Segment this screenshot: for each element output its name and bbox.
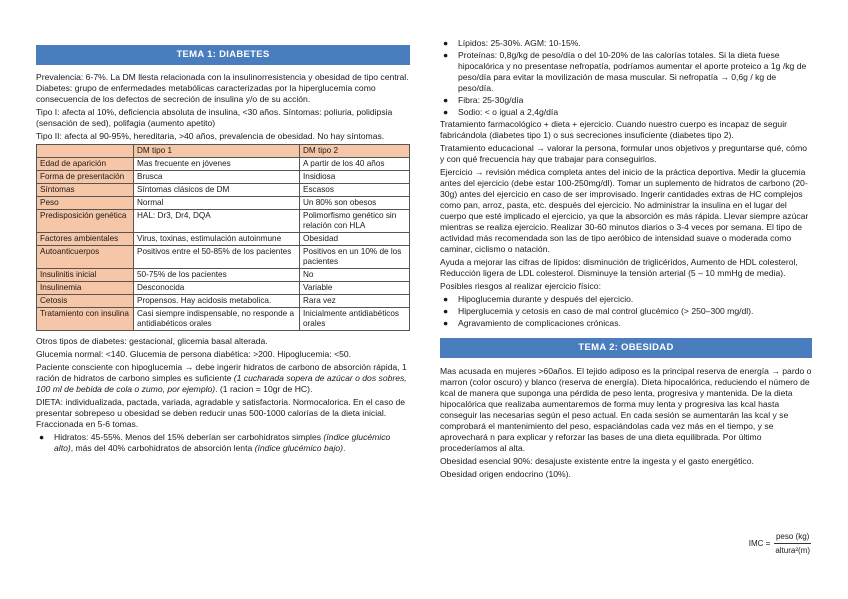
lipidos-text: Lípidos: 25-30%. AGM: 10-15%. [458,38,581,48]
imc-numerator: peso (kg) [774,531,811,544]
table-row-label: Cetosis [37,295,134,308]
table-cell: Obesidad [300,233,410,246]
list-item [440,95,812,106]
table-row-label: Forma de presentación [37,171,134,184]
obesidad-paragraph: Mas acusada en mujeres >60años. El tejido adiposo es la principal reserva de energía → pardo o marron (color oscuro) y blanco (reserva de energía). Dieta hipocalórica, reduciendo el número de kcal de manera que suponga una pérdida de peso lenta, progresiva y mantenida. De la dieta hipocalórica que realizaba aumentaremos de forma muy lenta y progresiva las kcal hasta conseguir las necesarias según el peso actual. En cada sesión se aumentarán las kcal y se comprobará el mantenimiento del peso, espaciándolas cada vez más en el tiempo, y se aprovechará n para explicar y reforzar las bases de una dieta equilibrada. Por último procederíamos al alta. [440,366,812,453]
table-body [37,158,410,331]
fibra-text: Fibra: 25-30g/día [458,95,524,105]
paciente-paragraph [36,362,410,395]
table-cell: Positivos en un 10% de los pacientes [300,246,410,269]
left-column [36,0,410,455]
right-column [440,38,812,482]
imc-formula [749,531,812,556]
list-item [440,107,812,118]
hidratos-note-high: (índice glucémico alto) [54,432,391,453]
riesgos-heading: Posibles riesgos al realizar ejercicio físico: [440,281,601,291]
proteinas-text: Proteínas: 0,8g/kg de peso/día o del 10-20% de las calorías totales. Si la dieta fuese hipocalórica y no presentase nefropatía, podríamos aumentar el aporte proteico a 1g /kg de peso/día para evitar la movilización de masa muscular. Si nefropatía → 0,6g / kg de peso/día. [458,50,807,93]
ejercicio-paragraph: Ejercicio → revisión médica completa antes del inicio de la práctica deportiva. Medir la glucemia antes del ejercicio (debe estar 100-250mg/dl). Tomar un suplemento de hidratos de carbono (20-30g) antes del ejercicio en caso de ser improvisado. Ingerir cantidades extras de HC complejos como pan, arroz, pasta, etc. después del ejercicio. No administrar la insulina en el lugar del cuerpo que esté implicado el ejercicio, ya que la absorción es más rápida. Llevar siempre azúcar mientras se realiza ejercicio. Realizar 30-60 minutos diarios o 3-4 veces por semana. El tipo de actividad más recomendada son las de tipo aeróbico de intensidad suave o moderada como caminar, ciclismo o natación. [440,167,809,254]
nutrient-bullet-list [440,38,812,118]
list-item [440,50,812,94]
educacional-paragraph: Tratamiento educacional → valorar la persona, formular unos objetivos y preguntarse qué, cómo y con qué frecuencia hay que trabajar para conseguirlos. [440,143,808,164]
table-row-label: Tratamiento con insulina [37,308,134,331]
list-item [440,318,812,329]
riesgo-text: Hiperglucemia y cetosis en caso de mal control glucémico (> 250–300 mg/dl). [458,306,754,316]
table-header-cell: DM tipo 2 [300,145,410,158]
ayuda-paragraph: Ayuda a mejorar las cifras de lípidos: disminución de triglicéridos, Aumento de HDL colesterol, Reducción ligera de LDL colesterol. Disminuye la tensión arterial (5 – 10 mmHg de media). [440,257,798,278]
table-cell: Positivos entre el 50-85% de los pacientes [134,246,300,269]
imc-label: IMC = [748,539,771,548]
table-cell: Casi siempre indispensable, no responde a antidiabéticos orales [134,308,300,331]
bullet-icon: ● [443,294,449,304]
table-row [37,308,410,331]
table-cell: HAL: Dr3, Dr4, DQA [134,210,300,233]
table-cell: No [300,269,410,282]
table-cell: Mas frecuente en jóvenes [134,158,300,171]
table-cell: A partir de los 40 años [300,158,410,171]
table-row [37,158,410,171]
list-item [440,306,812,317]
table-cell: Escasos [300,184,410,197]
glucemia-paragraph: Glucemia normal: <140. Glucemia de persona diabética: >200. Hipoglucemia: <50. [36,349,352,359]
table-row-label: Síntomas [37,184,134,197]
imc-fraction [773,531,812,556]
table-cell: Inicialmente antidiabéticos orales [300,308,410,331]
paciente-ration: . (1 racion = 10gr de HC). [215,384,313,394]
riesgo-text: Agravamiento de complicaciones crónicas. [458,318,621,328]
imc-denominator: altura²(m) [775,546,810,555]
bullet-icon: ● [443,95,449,105]
riesgos-bullet-list [440,294,812,329]
hidratos-note-low: (índice glucémico bajo) [254,443,344,453]
table-row-label: Autoanticuerpos [37,246,134,269]
table-row-label: Insulinitis inicial [37,269,134,282]
table-cell: Virus, toxinas, estimulación autoinmune [134,233,300,246]
otros-tipos-paragraph: Otros tipos de diabetes: gestacional, glicemia basal alterada. [36,336,268,346]
table-cell: Normal [134,197,300,210]
table-cell: Propensos. Hay acidosis metabolica. [134,295,300,308]
table-row [37,282,410,295]
diabetes-comparison-table [36,144,410,331]
table-row [37,295,410,308]
esencial-paragraph: Obesidad esencial 90%: desajuste existente entre la ingesta y el gasto energético. [440,456,754,466]
hidratos-text-2: , más del 40% carbohidratos de absorción lenta [70,443,255,453]
table-row [37,269,410,282]
bullet-icon: ● [443,38,449,48]
tipo2-paragraph: Tipo II: afecta al 90-95%, hereditaria, >40 años, prevalencia de obesidad. No hay síntomas. [36,131,385,141]
table-cell: Brusca [134,171,300,184]
table-cell: Un 80% son obesos [300,197,410,210]
paciente-text: Paciente consciente con hipoglucemia → debe ingerir hidratos de carbono de absorción rápida, 1 ración de hidratos de carbono simples es suficiente [36,362,407,383]
table-cell: Desconocida [134,282,300,295]
table-row-label: Edad de aparición [37,158,134,171]
dieta-bullet-list [36,432,410,454]
table-row [37,246,410,269]
hidratos-text: Hidratos: 45-55%. Menos del 15% deberían ser carbohidratos simples [54,432,324,442]
table-row [37,197,410,210]
table-header-row [37,145,410,158]
bullet-icon: ● [443,50,449,60]
bullet-icon: ● [443,107,449,117]
bullet-icon: ● [39,432,45,442]
table-cell: Síntomas clásicos de DM [134,184,300,197]
hidratos-end: . [343,443,346,453]
intro-paragraph: Prevalencia: 6-7%. La DM llesta relacionada con la insulinorresistencia y obesidad de tipo central. Diabetes: grupo de enfermedades metabólicas caracterizadas por la hiperglucemia como consecuencia de los defectos de secreción de insulina y/o de su acción. [36,72,409,104]
table-row [37,210,410,233]
tipo1-paragraph: Tipo I: afecta al 10%, deficiencia absoluta de insulina, <30 años. Síntomas: poliuria, polidipsia (sensación de sed), polifagia (aumento apetito) [36,107,393,128]
riesgo-text: Hipoglucemia durante y después del ejercicio. [458,294,634,304]
paciente-example: (1 cucharada sopera de azúcar o dos sobres, 100 ml de bebida de cola o zumo, por ejemplo) [36,373,407,394]
list-item [440,294,812,305]
dieta-paragraph: DIETA: individualizada, pactada, variada, agradable y satisfactoria. Normocalorica. En el caso de presentar sobrepeso u obesidad se deben reducir unas 500-1000 calorías de la dieta inicial. Fraccionada en 5-6 tomas. [36,397,406,429]
table-row-label: Predisposición genética [37,210,134,233]
list-item [440,38,812,49]
table-row [37,171,410,184]
bullet-icon: ● [443,318,449,328]
table-cell: Rara vez [300,295,410,308]
tratamiento-paragraph: Tratamiento farmacológico + dieta + ejercicio. Cuando nuestro cuerpo es incapaz de seguir fabricándola (diabetes tipo 1) o sus secreciones insuficiente (diabetes tipo 2). [440,119,787,140]
section-banner-obesidad: TEMA 2: OBESIDAD [440,338,812,358]
table-header-cell [37,145,134,158]
endocrino-paragraph: Obesidad origen endocrino (10%). [440,469,571,479]
sodio-text: Sodio: < o igual a 2,4g/día [458,107,559,117]
bullet-icon: ● [443,306,449,316]
table-header-cell: DM tipo 1 [134,145,300,158]
table-row [37,233,410,246]
table-row [37,184,410,197]
table-cell: Polimorfismo genético sin relación con HLA [300,210,410,233]
table-row-label: Factores ambientales [37,233,134,246]
table-cell: 50-75% de los pacientes [134,269,300,282]
table-row-label: Peso [37,197,134,210]
table-row-label: Insulinemia [37,282,134,295]
list-item [36,432,410,454]
table-cell: Variable [300,282,410,295]
section-banner-diabetes: TEMA 1: DIABETES [36,45,410,65]
table-cell: Insidiosa [300,171,410,184]
